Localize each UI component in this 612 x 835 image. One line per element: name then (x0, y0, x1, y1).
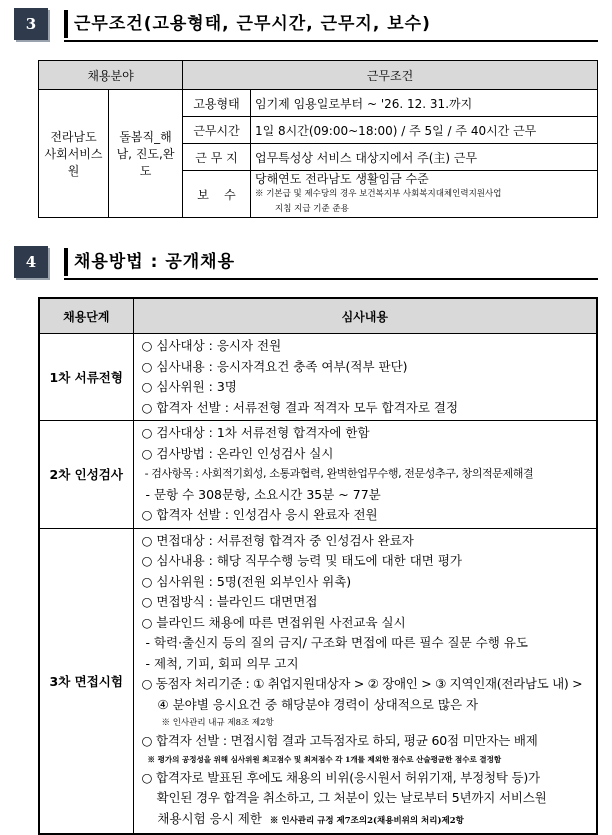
pay-note-2: 지침 지급 기준 준용 (275, 203, 349, 214)
stage-1-label: 1차 서류전형 (39, 334, 133, 421)
list-item: ○ 합격자 선발 : 인성검사 응시 완료자 전원 (141, 507, 378, 522)
row-value-pay (251, 171, 598, 218)
row-label-employment: 고용형태 (183, 90, 251, 117)
selection-method-table (38, 297, 598, 835)
section-4-header (14, 244, 598, 280)
list-item: ○ 심사위원 : 5명(전원 외부인사 위촉) (141, 573, 352, 589)
stage-2-label: 2차 인성검사 (39, 421, 133, 529)
list-item: ④ 분야별 응시요건 중 해당분야 경력이 상대적으로 많은 자 (141, 696, 479, 712)
section-underline (64, 40, 598, 42)
list-item: ○ 검사방법 : 온라인 인성검사 실시 (141, 445, 334, 461)
note-hr-misconduct: ※ 인사관리 규정 제7조의2(채용비위의 처리)제2항 (269, 815, 464, 826)
list-item: - 문항 수 308문항, 소요시간 35분 ~ 77분 (141, 486, 381, 502)
list-item: ○ 면접대상 : 서류전형 합격자 중 인성검사 완료자 (141, 532, 414, 548)
section-number-badge: 4 (14, 246, 48, 278)
list-item: - 검사항목 : 사회적기회성, 소통과협력, 완벽한업무수행, 전문성추구, 창의적문제해결 (141, 467, 534, 480)
row-label-pay: 보 수 (183, 171, 251, 218)
list-item: ○ 검사대상 : 1차 서류전형 합격자에 한함 (141, 425, 370, 440)
list-item (142, 809, 589, 832)
section-title-bar (64, 248, 68, 276)
list-item: ○ 합격자 선발 : 서류전형 결과 적격자 모두 합격자로 결정 (141, 399, 459, 415)
row-label-location: 근 무 지 (183, 144, 251, 171)
section-title-bar (64, 10, 68, 38)
list-item: ○ 합격자로 발표된 후에도 채용의 비위(응시원서 허위기재, 부정청탁 등)가 (141, 769, 540, 785)
section-3-header (14, 6, 598, 42)
list-item: - 제척, 기피, 회피 의무 고지 (141, 655, 299, 671)
row-value-location: 업무특성상 서비스 대상지에서 주(主) 근무 (251, 144, 598, 171)
section-underline (64, 278, 598, 280)
stage-2-content (133, 421, 597, 529)
list-item: ○ 심사내용 : 응시자격요건 충족 여부(적부 판단) (141, 358, 408, 374)
field-job: 돌봄직_해남, 진도,완도 (109, 90, 183, 218)
list-item: ○ 심사내용 : 해당 직무수행 능력 및 태도에 대한 대면 평가 (141, 553, 463, 568)
list-item: ○ 심사위원 : 3명 (141, 379, 237, 394)
list-item: ○ 합격자 선발 : 면접시험 결과 고득점자로 하되, 평균 60점 미만자는 배제 (141, 733, 538, 748)
pay-note-1: ※ 기본급 및 제수당의 경우 보건복지부 사회복지대체인력지원사업 (255, 188, 502, 199)
header-recruitment-field: 채용분야 (39, 61, 183, 90)
section-number-badge: 3 (14, 8, 48, 40)
header-work-conditions: 근무조건 (183, 61, 598, 90)
section-4-title: 채용방법 : 공개채용 (74, 252, 236, 272)
list-item: ○ 동점자 처리기준 : ① 취업지원대상자 > ② 장애인 > ③ 지역인재(전라남도 내) > (141, 676, 583, 691)
work-conditions-table (38, 60, 598, 218)
list-item: 확인된 경우 합격을 취소하고, 그 처분이 있는 날로부터 5년까지 서비스원 (141, 790, 547, 805)
section-3-title: 근무조건(고용형태, 근무시간, 근무지, 보수) (74, 14, 431, 34)
note-hr-rule: ※ 인사관리 내규 제8조 제2항 (161, 718, 274, 728)
stage-3-content (133, 528, 597, 834)
header-content: 심사내용 (133, 298, 597, 334)
row-label-hours: 근무시간 (183, 117, 251, 144)
row-value-hours: 1일 8시간(09:00~18:00) / 주 5일 / 주 40시간 근무 (251, 117, 598, 144)
stage-1-content (133, 334, 597, 421)
list-item: ○ 심사대상 : 응시자 전원 (141, 338, 282, 353)
header-stage: 채용단계 (39, 298, 133, 334)
list-item: - 학력·출신지 등의 질의 금지/ 구조화 면접에 따른 필수 질문 수행 유도 (141, 635, 528, 650)
row-value-employment: 임기제 임용일로부터 ~ '26. 12. 31.까지 (251, 90, 598, 117)
cancel-line-3-text: 채용시험 응시 제한 (141, 810, 262, 826)
field-org: 전라남도 사회서비스원 (39, 90, 109, 218)
pay-text: 당해연도 전라남도 생활임금 수준 (255, 171, 429, 186)
list-item: ○ 면접방식 : 블라인드 대면면접 (141, 594, 318, 609)
note-fair-scoring: ※ 평가의 공정성을 위해 심사위원 최고점수 및 최저점수 각 1개를 제외한 점수로 산술평균한 점수로 결정함 (147, 754, 502, 764)
list-item: ○ 블라인드 채용에 따른 면접위원 사전교육 실시 (141, 614, 406, 630)
stage-3-label: 3차 면접시험 (39, 528, 133, 834)
